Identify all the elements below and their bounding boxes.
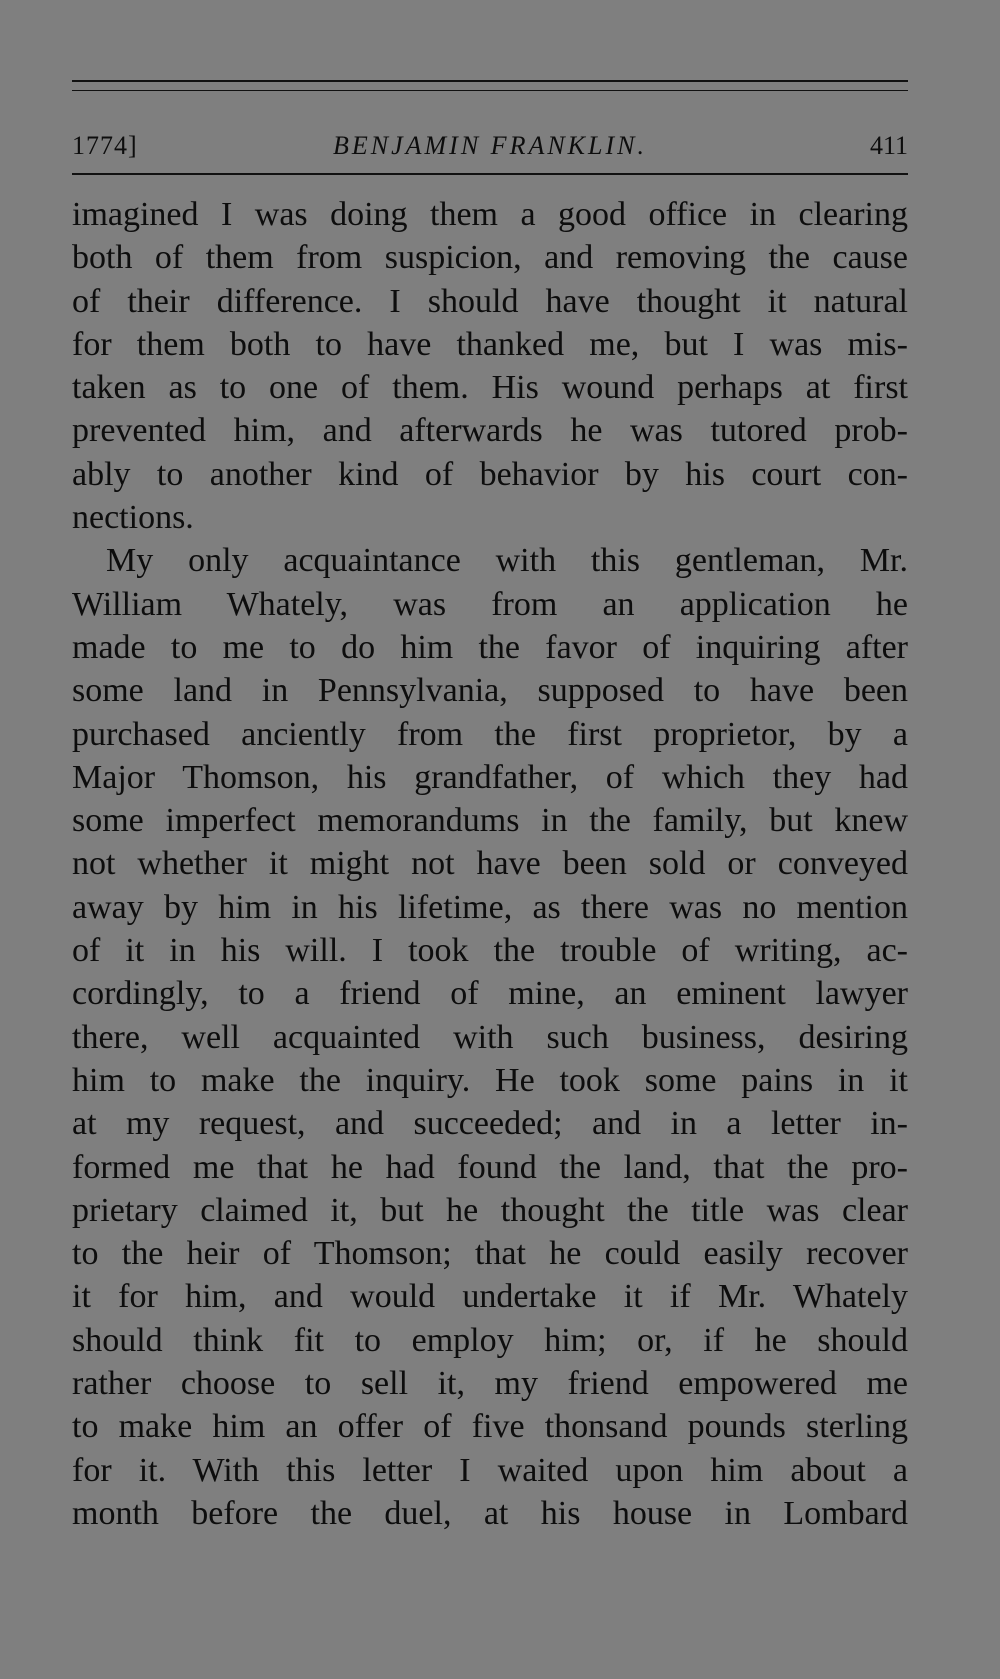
- text-line: it for him, and would undertake it if Mr. Whately: [72, 1278, 908, 1316]
- text-line: cordingly, to a friend of mine, an eminent lawyer: [72, 975, 908, 1013]
- text-line: for it. With this letter I waited upon him about a: [72, 1451, 908, 1489]
- text-line: him to make the inquiry. He took some pains in it: [72, 1061, 908, 1099]
- text-line: to make him an offer of five thonsand pounds sterling: [72, 1408, 908, 1446]
- text-line: imagined I was doing them a good office in clearing: [72, 196, 908, 233]
- running-head-year: 1774]: [72, 131, 138, 160]
- page-number: 411: [869, 131, 908, 160]
- text-line: at my request, and succeeded; and in a letter in-: [72, 1105, 908, 1143]
- text-line: prevented him, and afterwards he was tutored prob-: [72, 412, 908, 450]
- text-line: for them both to have thanked me, but I was mis-: [72, 325, 908, 363]
- text-line: William Whately, was from an application he: [72, 585, 908, 623]
- text-line: made to me to do him the favor of inquiring after: [72, 628, 908, 666]
- header-bottom-rule: [72, 173, 908, 175]
- text-line: both of them from suspicion, and removing the cause: [72, 239, 908, 277]
- running-head: [72, 91, 908, 173]
- running-head-title: BENJAMIN FRANKLIN.: [333, 131, 647, 160]
- text-line: nections.: [72, 499, 194, 537]
- text-line: of it in his will. I took the trouble of writing, ac-: [72, 932, 908, 970]
- text-line: some land in Pennsylvania, supposed to have been: [72, 672, 908, 710]
- text-line: of their difference. I should have thought it natural: [72, 282, 908, 320]
- text-line: to the heir of Thomson; that he could easily recover: [72, 1235, 908, 1273]
- text-line: there, well acquainted with such business, desiring: [72, 1018, 908, 1056]
- text-line: some imperfect memorandums in the family, but knew: [72, 802, 908, 840]
- header-top-rule: [72, 80, 908, 82]
- text-line: rather choose to sell it, my friend empowered me: [72, 1365, 908, 1403]
- text-line: not whether it might not have been sold or conveyed: [72, 845, 908, 883]
- book-page: [72, 80, 908, 1535]
- text-line: purchased anciently from the first proprietor, by a: [72, 715, 908, 753]
- text-line: should think fit to employ him; or, if he should: [72, 1321, 908, 1359]
- text-line: taken as to one of them. His wound perhaps at first: [72, 369, 908, 407]
- body-text: [72, 193, 908, 1535]
- text-line: away by him in his lifetime, as there was no mention: [72, 888, 908, 926]
- text-line: month before the duel, at his house in Lombard: [72, 1494, 908, 1532]
- text-line: Major Thomson, his grandfather, of which they had: [72, 758, 908, 796]
- text-line: ably to another kind of behavior by his court con-: [72, 455, 908, 493]
- text-line: prietary claimed it, but he thought the title was clear: [72, 1191, 908, 1229]
- text-line: formed me that he had found the land, that the pro-: [72, 1148, 908, 1186]
- paragraph-start-line: My only acquaintance with this gentleman, Mr.: [106, 542, 908, 580]
